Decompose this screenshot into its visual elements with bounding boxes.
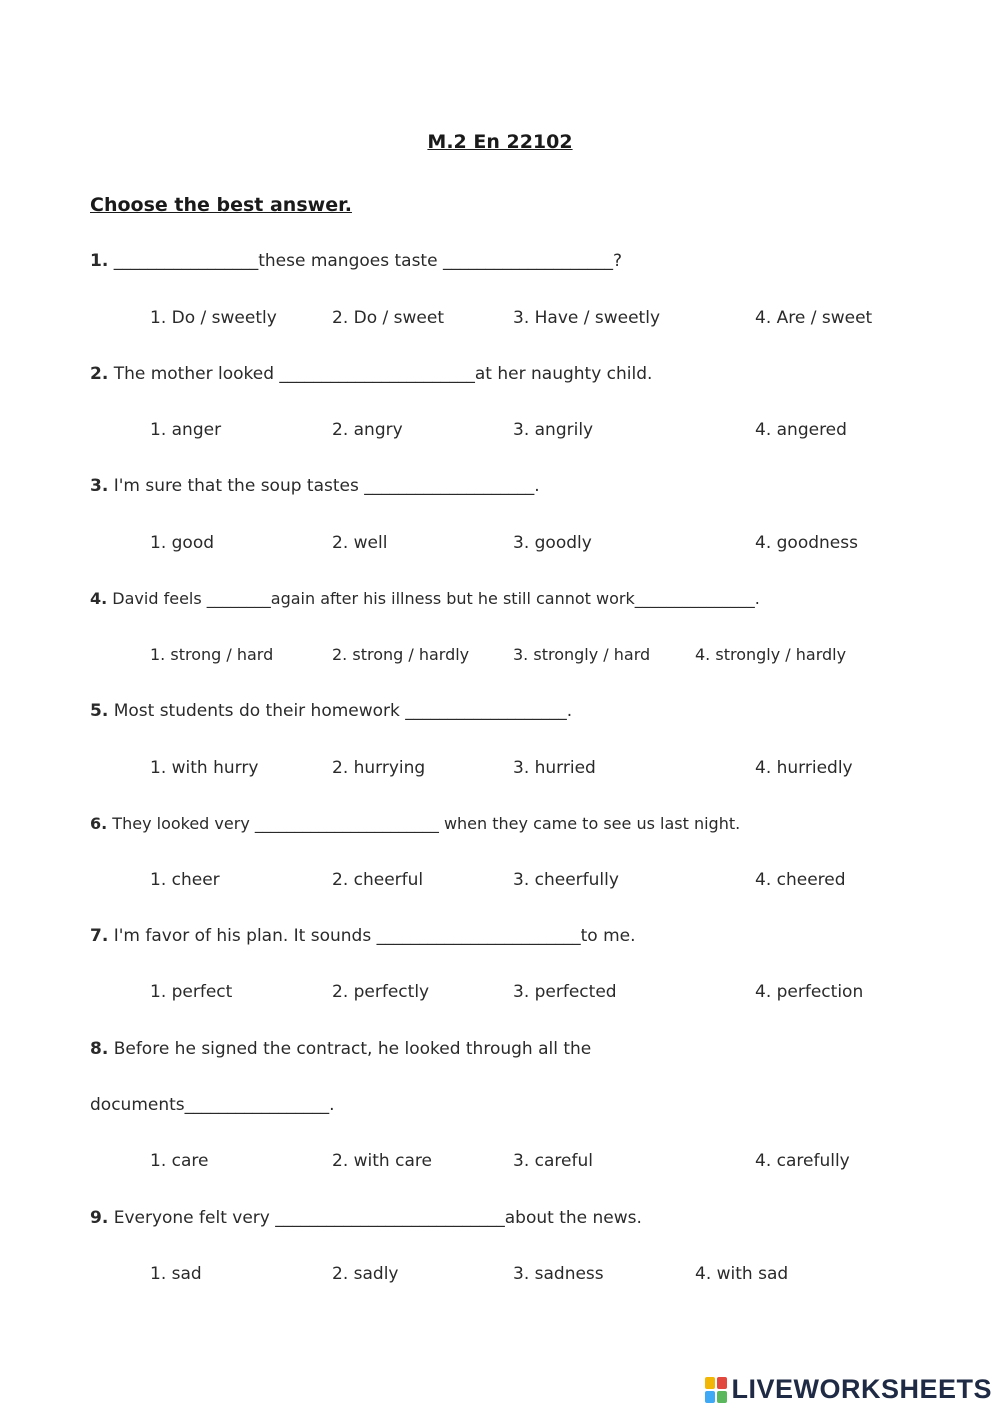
q6-option-4[interactable]: 4. cheered — [755, 870, 846, 890]
q6-option-2[interactable]: 2. cheerful — [332, 870, 424, 890]
question-2 — [90, 364, 652, 384]
q4-option-2[interactable]: 2. strong / hardly — [332, 645, 470, 664]
q2-option-2[interactable]: 2. angry — [332, 420, 403, 440]
q1-option-1[interactable]: 1. Do / sweetly — [150, 308, 277, 328]
q7-option-2[interactable]: 2. perfectly — [332, 982, 430, 1002]
liveworksheets-logo-icon — [705, 1377, 727, 1403]
q8-option-1[interactable]: 1. care — [150, 1151, 209, 1171]
q4-option-1[interactable]: 1. strong / hard — [150, 645, 274, 664]
q5-option-3[interactable]: 3. hurried — [513, 758, 596, 778]
page-title: M.2 En 22102 — [427, 131, 573, 153]
question-7 — [90, 926, 636, 946]
question-4 — [90, 589, 760, 608]
q3-option-1[interactable]: 1. good — [150, 533, 215, 553]
question-number: 3. — [90, 476, 109, 496]
q9-option-2[interactable]: 2. sadly — [332, 1264, 399, 1284]
question-text: David feels ________again after his illness but he still cannot work_______________. — [107, 589, 760, 608]
liveworksheets-wordmark: LIVEWORKSHEETS — [731, 1374, 992, 1404]
question-1 — [90, 251, 622, 271]
q9-option-3[interactable]: 3. sadness — [513, 1264, 604, 1284]
question-5 — [90, 701, 572, 721]
question-3 — [90, 476, 540, 496]
question-number: 6. — [90, 814, 108, 833]
question-number: 7. — [90, 926, 109, 946]
question-text: Most students do their homework ___________________. — [108, 701, 573, 721]
q2-option-4[interactable]: 4. angered — [755, 420, 847, 440]
logo-block-yellow — [705, 1377, 715, 1389]
logo-block-red — [717, 1377, 727, 1389]
question-8-continuation: documents_________________. — [90, 1095, 335, 1115]
question-text: I'm favor of his plan. It sounds ________________________to me. — [108, 926, 636, 946]
q2-option-3[interactable]: 3. angrily — [513, 420, 594, 440]
q8-option-4[interactable]: 4. carefully — [755, 1151, 850, 1171]
question-8 — [90, 1039, 591, 1059]
q1-option-2[interactable]: 2. Do / sweet — [332, 308, 444, 328]
question-text: They looked very _______________________ when they came to see us last night. — [107, 814, 741, 833]
q2-option-1[interactable]: 1. anger — [150, 420, 222, 440]
q4-option-3[interactable]: 3. strongly / hard — [513, 645, 651, 664]
q1-option-4[interactable]: 4. Are / sweet — [755, 308, 873, 328]
question-number: 2. — [90, 364, 109, 384]
q5-option-1[interactable]: 1. with hurry — [150, 758, 259, 778]
q8-option-2[interactable]: 2. with care — [332, 1151, 432, 1171]
q9-option-4[interactable]: 4. with sad — [695, 1264, 789, 1284]
q5-option-4[interactable]: 4. hurriedly — [755, 758, 853, 778]
q3-option-3[interactable]: 3. goodly — [513, 533, 592, 553]
q9-option-1[interactable]: 1. sad — [150, 1264, 202, 1284]
question-text: _________________these mangoes taste ____________________? — [108, 251, 622, 271]
question-text: Before he signed the contract, he looked through all the — [108, 1039, 592, 1059]
question-number: 5. — [90, 701, 109, 721]
question-9 — [90, 1208, 642, 1228]
question-text: I'm sure that the soup tastes ____________________. — [108, 476, 540, 496]
q6-option-1[interactable]: 1. cheer — [150, 870, 220, 890]
logo-block-green — [717, 1391, 727, 1403]
q8-option-3[interactable]: 3. careful — [513, 1151, 593, 1171]
question-text: The mother looked _______________________at her naughty child. — [108, 364, 653, 384]
q7-option-1[interactable]: 1. perfect — [150, 982, 233, 1002]
question-number: 8. — [90, 1039, 109, 1059]
question-number: 1. — [90, 251, 109, 271]
instructions-heading: Choose the best answer. — [90, 194, 352, 216]
q1-option-3[interactable]: 3. Have / sweetly — [513, 308, 661, 328]
liveworksheets-logo[interactable] — [705, 1374, 992, 1405]
q4-option-4[interactable]: 4. strongly / hardly — [695, 645, 847, 664]
q7-option-3[interactable]: 3. perfected — [513, 982, 617, 1002]
question-6 — [90, 814, 740, 833]
question-number: 4. — [90, 589, 108, 608]
q7-option-4[interactable]: 4. perfection — [755, 982, 864, 1002]
q6-option-3[interactable]: 3. cheerfully — [513, 870, 619, 890]
question-text: Everyone felt very ___________________________about the news. — [108, 1208, 642, 1228]
q3-option-4[interactable]: 4. goodness — [755, 533, 858, 553]
q5-option-2[interactable]: 2. hurrying — [332, 758, 426, 778]
question-number: 9. — [90, 1208, 109, 1228]
logo-block-blue — [705, 1391, 715, 1403]
q3-option-2[interactable]: 2. well — [332, 533, 388, 553]
